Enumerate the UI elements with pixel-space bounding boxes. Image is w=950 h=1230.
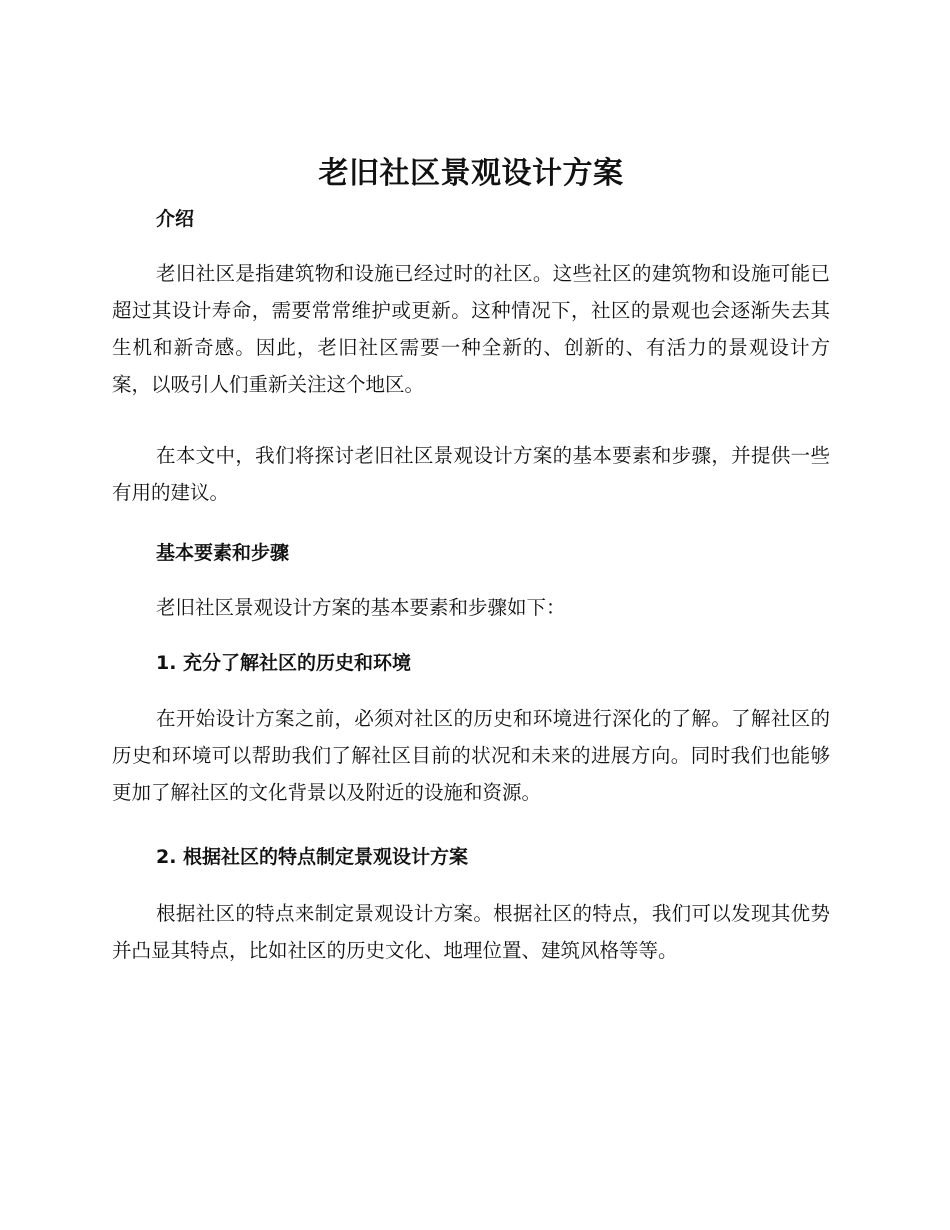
step2-heading: 2. 根据社区的特点制定景观设计方案 [156, 846, 469, 868]
intro-heading: 介绍 [156, 208, 195, 230]
step1-paragraph: 在开始设计方案之前，必须对社区的历史和环境进行深化的了解。了解社区的历史和环境可以帮助我们了解社区目前的状况和未来的进展方向。同时我们也能够更加了解社区的文化背景以及附近的设施和资源。 [112, 707, 830, 804]
document-title: 老旧社区景观设计方案 [318, 156, 624, 191]
elements-intro: 老旧社区景观设计方案的基本要素和步骤如下： [156, 596, 566, 619]
intro-paragraph-1: 老旧社区是指建筑物和设施已经过时的社区。这些社区的建筑物和设施可能已超过其设计寿命，需要常常维护或更新。这种情况下，社区的景观也会逐渐失去其生机和新奇感。因此，老旧社区需要一种全新的、创新的、有活力的景观设计方案，以吸引人们重新关注这个地区。 [112, 262, 830, 396]
step1-heading: 1. 充分了解社区的历史和环境 [156, 652, 412, 674]
step2-paragraph: 根据社区的特点来制定景观设计方案。根据社区的特点，我们可以发现其优势并凸显其特点，比如社区的历史文化、地理位置、建筑风格等等。 [112, 902, 830, 962]
intro-paragraph-2: 在本文中，我们将探讨老旧社区景观设计方案的基本要素和步骤，并提供一些有用的建议。 [112, 444, 830, 504]
elements-heading: 基本要素和步骤 [156, 542, 290, 564]
